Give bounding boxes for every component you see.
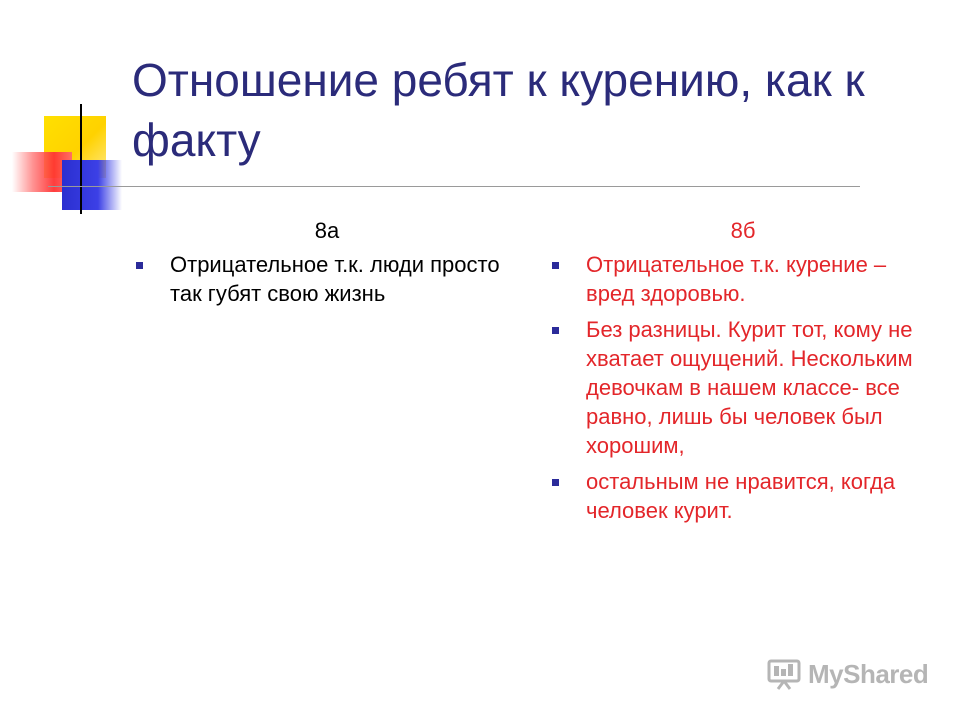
- bullet-list: [548, 250, 938, 525]
- decorative-blue-square: [62, 160, 122, 210]
- list-item-text: Отрицательное т.к. люди просто так губят свою жизнь: [170, 252, 500, 306]
- bullet-list: [132, 250, 512, 308]
- slide-title: Отношение ребят к курению, как к факту: [132, 54, 865, 166]
- presentation-board-icon: [766, 658, 802, 690]
- list-item: [548, 250, 938, 308]
- list-item: [132, 250, 512, 308]
- list-item-text: остальным не нравится, когда человек курит.: [586, 469, 896, 523]
- list-item-text: Отрицательное т.к. курение – вред здоровью.: [586, 252, 887, 306]
- list-item: [548, 315, 938, 460]
- list-item: [548, 467, 938, 525]
- column-heading: 8б: [730, 218, 756, 243]
- watermark-text: MyShared: [808, 658, 929, 689]
- title-underline: [48, 186, 860, 187]
- bullet-square-icon: [136, 262, 143, 269]
- bullet-square-icon: [552, 327, 559, 334]
- decorative-vertical-line: [80, 104, 82, 214]
- column-8a: [132, 216, 512, 315]
- list-item-text: Без разницы. Курит тот, кому не хватает ощущений. Нескольким девочкам в нашем классе- все равно, лишь бы человек был хорошим,: [586, 317, 913, 458]
- column-8b: [548, 216, 938, 532]
- bullet-square-icon: [552, 262, 559, 269]
- column-heading: 8а: [314, 218, 340, 243]
- bullet-square-icon: [552, 479, 559, 486]
- watermark: [766, 656, 928, 692]
